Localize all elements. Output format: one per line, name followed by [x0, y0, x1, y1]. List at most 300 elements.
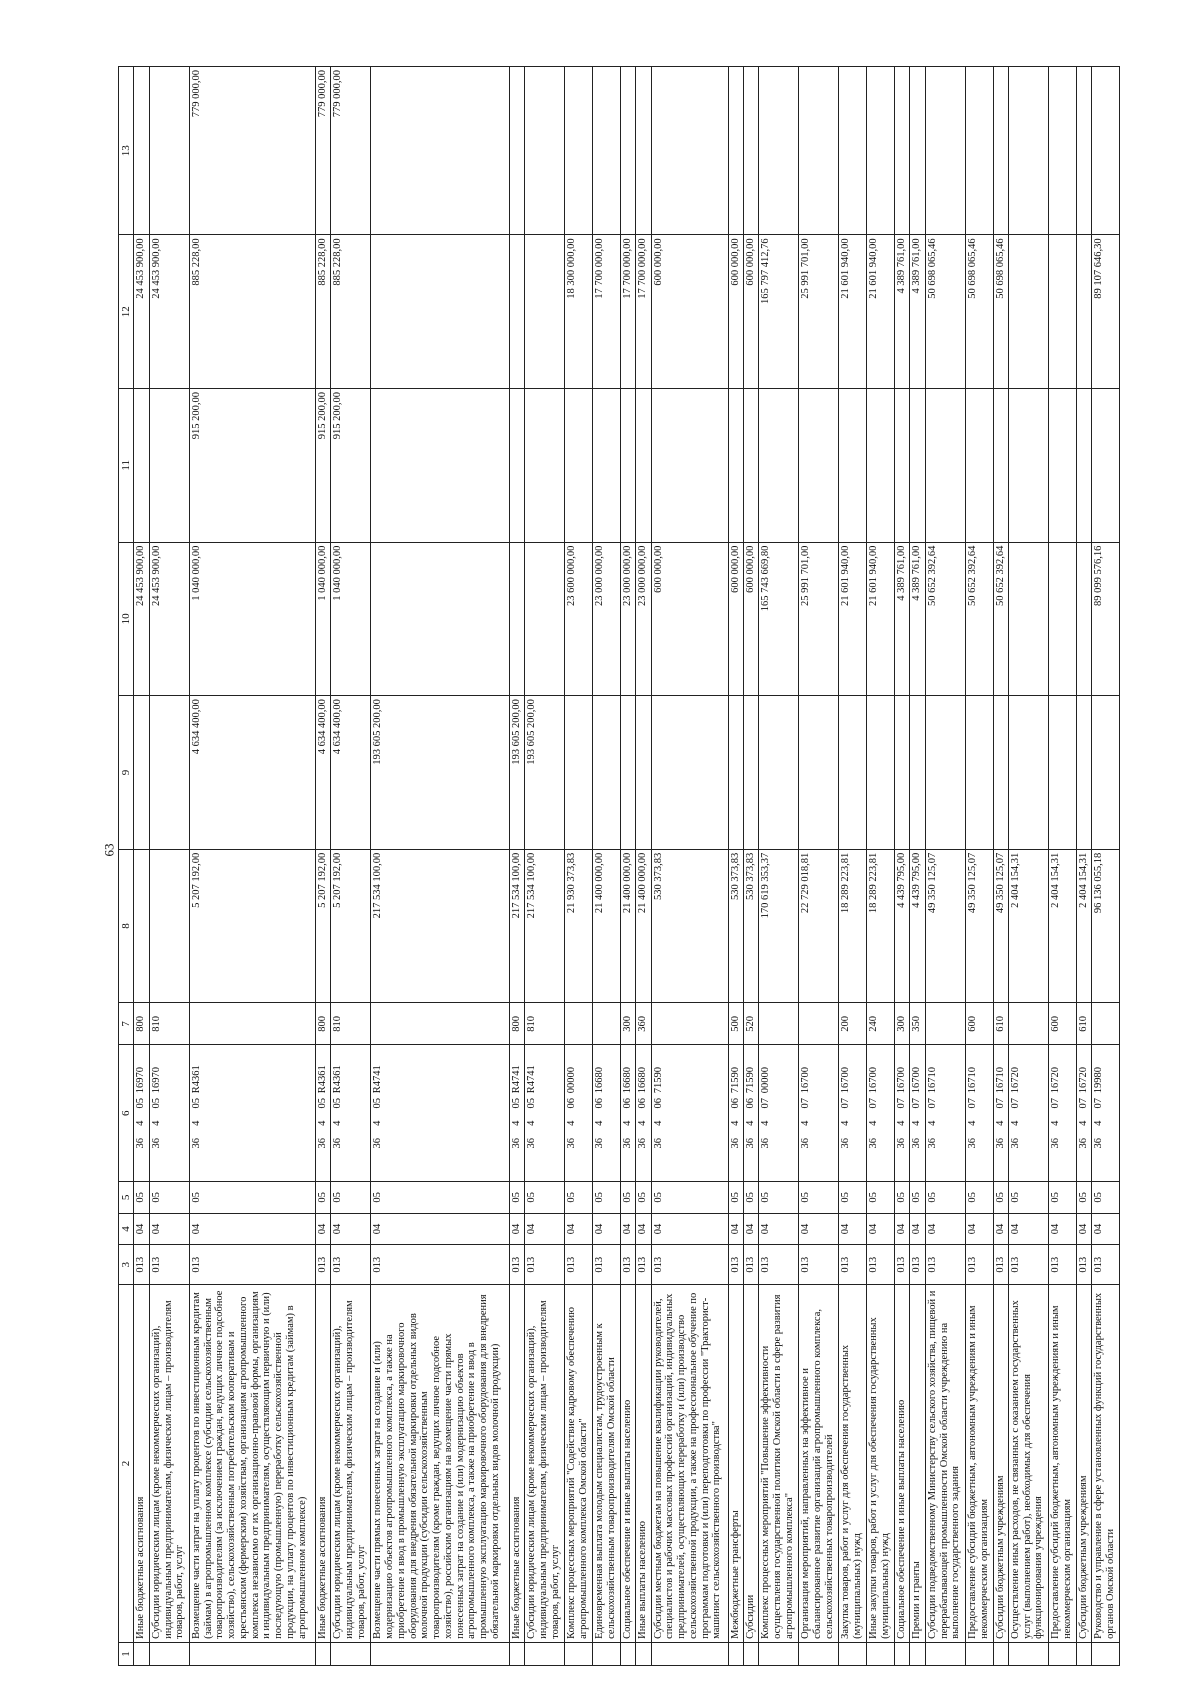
grbs-code-cell: 013 [993, 1245, 1008, 1285]
amount-cell-c8 [149, 849, 189, 1003]
row-number-cell [1008, 1642, 1048, 1665]
amount-cell-c13 [993, 67, 1008, 235]
expense-type-cell: 200 [839, 1003, 867, 1045]
amount-cell-c13 [134, 67, 149, 235]
row-number-cell [592, 1642, 620, 1665]
table-row [894, 67, 909, 1666]
amount-cell-c8: 22 729 018,81 [799, 849, 839, 1003]
section-code-cell: 04 [1092, 1213, 1120, 1245]
amount-cell-c10: 600 000,00 [651, 542, 728, 696]
target-article-part: 36 [744, 1138, 756, 1149]
amount-cell-c12: 50 698 065,46 [925, 235, 965, 389]
table-row [189, 67, 315, 1666]
amount-cell-c11 [1076, 389, 1091, 543]
target-article-part: 36 [637, 1138, 649, 1149]
row-number-cell [728, 1642, 743, 1665]
target-article-part: 71590 [652, 1067, 664, 1094]
target-article-part: 4 [840, 1120, 852, 1126]
section-code-cell: 04 [315, 1213, 330, 1245]
table-row [965, 67, 993, 1666]
target-article-part: 05 [372, 1098, 384, 1109]
item-name-cell: Субсидии бюджетным учреждениям [993, 1285, 1008, 1643]
subsection-code-cell: 05 [565, 1182, 593, 1214]
target-article-part: 4 [526, 1120, 538, 1126]
amount-cell-c8: 49 350 125,07 [993, 849, 1008, 1003]
item-name-cell: Субсидии юридическим лицам (кроме некоммерческих организаций), индивидуальным предпринимателям, физическим лицам – производителям товаров, работ, услуг [331, 1285, 371, 1643]
row-number-cell [509, 1642, 524, 1665]
target-article-cell [509, 1045, 524, 1182]
amount-cell-c12: 600 000,00 [728, 235, 743, 389]
row-number-cell [894, 1642, 909, 1665]
item-name-cell: Социальное обеспечение и иные выплаты населению [620, 1285, 635, 1643]
target-article-cell [759, 1045, 799, 1182]
row-number-cell [799, 1642, 839, 1665]
target-article-part: 36 [526, 1138, 538, 1149]
target-article-cell [371, 1045, 509, 1182]
amount-cell-c9 [839, 696, 867, 850]
section-code-cell: 04 [743, 1213, 758, 1245]
item-name-cell: Субсидии юридическим лицам (кроме некоммерческих организаций), индивидуальным предпринимателям, физическим лицам – производителям товаров, работ, услуг [149, 1285, 189, 1643]
grbs-code-cell: 013 [565, 1245, 593, 1285]
amount-cell-c12 [509, 235, 524, 389]
amount-cell-c8: 530 373,83 [728, 849, 743, 1003]
item-name-cell: Возмещение части затрат на уплату процентов по инвестиционным кредитам (займам) в агропромышленном комплексе (субсидии сельскохозяйственным товаропроизводителям (за исключением граждан, ведущих личное подсобное хозяйство), сельскохозяйственным потребительским кооперативам и крестьянским (фермерским) хозяйствам, организациям агропромышленного комплекса независимо от их организационно-правовой формы, организациям и индивидуальным предпринимателям, осуществляющим первичную и (или) последующую (промышленную) переработку сельскохозяйственной продукции, на уплату процентов по инвестиционным кредитам (займам) в агропромышленном комплексе) [189, 1285, 315, 1643]
amount-cell-c13 [636, 67, 651, 235]
target-article-part: 36 [652, 1138, 664, 1149]
row-number-cell [759, 1642, 799, 1665]
amount-cell-c10: 25 991 701,00 [799, 542, 839, 696]
grbs-code-cell: 013 [759, 1245, 799, 1285]
grbs-code-cell: 013 [620, 1245, 635, 1285]
amount-cell-c11 [651, 389, 728, 543]
amount-cell-c8 [134, 849, 149, 1003]
page-number: 63 [101, 843, 117, 857]
table-row [925, 67, 965, 1666]
amount-cell-c9: 4 634 400,00 [331, 696, 371, 850]
subsection-code-cell: 05 [189, 1182, 315, 1214]
amount-cell-c12: 18 300 000,00 [565, 235, 593, 389]
target-article-part: 36 [1093, 1138, 1105, 1149]
subsection-code-cell: 05 [134, 1182, 149, 1214]
grbs-code-cell: 013 [371, 1245, 509, 1285]
section-code-cell: 04 [839, 1213, 867, 1245]
grbs-code-cell: 013 [592, 1245, 620, 1285]
amount-cell-c9: 4 634 400,00 [189, 696, 315, 850]
target-article-part: 4 [729, 1120, 741, 1126]
target-article-part: 36 [926, 1138, 938, 1149]
target-article-part: 36 [135, 1138, 147, 1149]
item-name-cell: Премии и гранты [910, 1285, 925, 1643]
expense-type-cell: 810 [525, 1003, 565, 1045]
amount-cell-c11 [636, 389, 651, 543]
section-code-cell: 04 [867, 1213, 895, 1245]
amount-cell-c9 [620, 696, 635, 850]
amount-cell-c13 [839, 67, 867, 235]
row-number-cell [189, 1642, 315, 1665]
target-article-part: R4361 [316, 1065, 328, 1094]
amount-cell-c9 [651, 696, 728, 850]
target-article-part: 16720 [1077, 1067, 1089, 1094]
amount-cell-c13 [965, 67, 993, 235]
amount-cell-c9 [1049, 696, 1077, 850]
target-article-part: 07 [868, 1098, 880, 1109]
target-article-cell [315, 1045, 330, 1182]
subsection-code-cell: 05 [894, 1182, 909, 1214]
amount-cell-c9 [910, 696, 925, 850]
target-article-cell [993, 1045, 1008, 1182]
amount-cell-c9 [743, 696, 758, 850]
amount-cell-c11 [592, 389, 620, 543]
row-number-cell [149, 1642, 189, 1665]
row-number-cell [565, 1642, 593, 1665]
row-number-cell [1092, 1642, 1120, 1665]
table-row [592, 67, 620, 1666]
amount-cell-c12: 4 389 761,00 [894, 235, 909, 389]
section-code-cell: 04 [134, 1213, 149, 1245]
target-article-part: 36 [760, 1138, 772, 1149]
subsection-code-cell: 05 [315, 1182, 330, 1214]
item-name-cell: Закупка товаров, работ и услуг для обеспечения государственных (муниципальных) нужд [839, 1285, 867, 1643]
amount-cell-c11: 915 200,00 [315, 389, 330, 543]
row-number-cell [1049, 1642, 1077, 1665]
row-number-cell [743, 1642, 758, 1665]
amount-cell-c9 [993, 696, 1008, 850]
rotated-table-wrapper [118, 66, 1120, 1666]
target-article-part: 4 [372, 1120, 384, 1126]
target-article-part: 06 [652, 1098, 664, 1109]
table-row [651, 67, 728, 1666]
target-article-part: 4 [332, 1120, 344, 1126]
target-article-part: 16970 [150, 1067, 162, 1094]
expense-type-cell: 500 [728, 1003, 743, 1045]
amount-cell-c12: 50 698 065,46 [993, 235, 1008, 389]
table-row [1076, 67, 1091, 1666]
target-article-part: 06 [566, 1098, 578, 1109]
subsection-code-cell: 05 [1076, 1182, 1091, 1214]
subsection-code-cell: 05 [867, 1182, 895, 1214]
grbs-code-cell: 013 [651, 1245, 728, 1285]
amount-cell-c13 [759, 67, 799, 235]
amount-cell-c10: 23 000 000,00 [636, 542, 651, 696]
amount-cell-c11 [743, 389, 758, 543]
table-row [867, 67, 895, 1666]
amount-cell-c12: 50 698 065,46 [965, 235, 993, 389]
amount-cell-c10: 600 000,00 [728, 542, 743, 696]
amount-cell-c12 [525, 235, 565, 389]
subsection-code-cell: 05 [728, 1182, 743, 1214]
target-article-part: 07 [1009, 1098, 1021, 1109]
target-article-part: 05 [316, 1098, 328, 1109]
amount-cell-c10: 24 453 900,00 [134, 542, 149, 696]
amount-cell-c11 [1092, 389, 1120, 543]
target-article-part: 4 [911, 1120, 923, 1126]
expense-type-cell: 520 [743, 1003, 758, 1045]
amount-cell-c9 [759, 696, 799, 850]
amount-cell-c11 [993, 389, 1008, 543]
target-article-part: 16680 [621, 1067, 633, 1094]
amount-cell-c12: 24 453 900,00 [149, 235, 189, 389]
amount-cell-c11 [910, 389, 925, 543]
target-article-part: 4 [1093, 1120, 1105, 1126]
expense-type-cell: 300 [894, 1003, 909, 1045]
grbs-code-cell: 013 [867, 1245, 895, 1285]
amount-cell-c12: 885 228,00 [331, 235, 371, 389]
target-article-cell [799, 1045, 839, 1182]
section-code-cell: 04 [728, 1213, 743, 1245]
target-article-part: 4 [1050, 1120, 1062, 1126]
amount-cell-c13 [1049, 67, 1077, 235]
section-code-cell: 04 [189, 1213, 315, 1245]
amount-cell-c8: 96 136 055,18 [1092, 849, 1120, 1003]
amount-cell-c13 [620, 67, 635, 235]
grbs-code-cell: 013 [965, 1245, 993, 1285]
amount-cell-c9 [965, 696, 993, 850]
amount-cell-c9 [728, 696, 743, 850]
target-article-cell [925, 1045, 965, 1182]
subsection-code-cell: 05 [509, 1182, 524, 1214]
grbs-code-cell: 013 [636, 1245, 651, 1285]
subsection-code-cell: 05 [1092, 1182, 1120, 1214]
amount-cell-c10 [525, 542, 565, 696]
item-name-cell: Руководство и управление в сфере установленных функций государственных органов Омской области [1092, 1285, 1120, 1643]
table-row [910, 67, 925, 1666]
target-article-part: 06 [744, 1098, 756, 1109]
target-article-part: 16680 [637, 1067, 649, 1094]
amount-cell-c8: 2 404 154,31 [1076, 849, 1091, 1003]
amount-cell-c10: 50 652 392,64 [993, 542, 1008, 696]
target-article-part: 36 [800, 1138, 812, 1149]
subsection-code-cell: 05 [371, 1182, 509, 1214]
target-article-part: 07 [911, 1098, 923, 1109]
target-article-cell [1092, 1045, 1120, 1182]
item-name-cell: Предоставление субсидий бюджетным, автономным учреждениям и иным некоммерческим организациям [1049, 1285, 1077, 1643]
table-row [371, 67, 509, 1666]
target-article-cell [728, 1045, 743, 1182]
target-article-part: 4 [868, 1120, 880, 1126]
amount-cell-c9 [1076, 696, 1091, 850]
header-cell: 10 [119, 542, 134, 696]
target-article-cell [149, 1045, 189, 1182]
row-number-cell [620, 1642, 635, 1665]
target-article-part: 05 [510, 1098, 522, 1109]
section-code-cell: 04 [799, 1213, 839, 1245]
subsection-code-cell: 05 [1008, 1182, 1048, 1214]
amount-cell-c10: 4 389 761,00 [894, 542, 909, 696]
amount-cell-c13 [592, 67, 620, 235]
target-article-part: 4 [744, 1120, 756, 1126]
amount-cell-c10: 23 600 000,00 [565, 542, 593, 696]
section-code-cell: 04 [620, 1213, 635, 1245]
section-code-cell: 04 [331, 1213, 371, 1245]
grbs-code-cell: 013 [1008, 1245, 1048, 1285]
target-article-part: 05 [526, 1098, 538, 1109]
amount-cell-c12 [371, 235, 509, 389]
target-article-part: 16710 [994, 1067, 1006, 1094]
expense-type-cell: 600 [1049, 1003, 1077, 1045]
amount-cell-c13 [728, 67, 743, 235]
amount-cell-c8: 530 373,83 [743, 849, 758, 1003]
target-article-cell [1049, 1045, 1077, 1182]
amount-cell-c12 [1008, 235, 1048, 389]
target-article-part: 36 [911, 1138, 923, 1149]
grbs-code-cell: 013 [743, 1245, 758, 1285]
row-number-cell [910, 1642, 925, 1665]
target-article-part: 36 [316, 1138, 328, 1149]
table-row [993, 67, 1008, 1666]
target-article-part: R4741 [526, 1065, 538, 1094]
item-name-cell: Социальное обеспечение и иные выплаты населению [894, 1285, 909, 1643]
table-row [509, 67, 524, 1666]
target-article-part: 16700 [840, 1067, 852, 1094]
amount-cell-c12: 25 991 701,00 [799, 235, 839, 389]
target-article-cell [620, 1045, 635, 1182]
amount-cell-c12: 885 228,00 [315, 235, 330, 389]
amount-cell-c13 [525, 67, 565, 235]
target-article-part: 36 [994, 1138, 1006, 1149]
amount-cell-c10: 600 000,00 [743, 542, 758, 696]
amount-cell-c10: 50 652 392,64 [965, 542, 993, 696]
target-article-cell [651, 1045, 728, 1182]
target-article-part: 4 [621, 1120, 633, 1126]
header-cell: 2 [119, 1285, 134, 1643]
amount-cell-c11 [759, 389, 799, 543]
amount-cell-c12: 600 000,00 [651, 235, 728, 389]
amount-cell-c13 [799, 67, 839, 235]
expense-type-cell: 800 [134, 1003, 149, 1045]
header-cell: 1 [119, 1642, 134, 1665]
amount-cell-c10: 165 743 669,80 [759, 542, 799, 696]
target-article-part: 05 [332, 1098, 344, 1109]
item-name-cell: Комплекс процессных мероприятий "Содействие кадровому обеспечению агропромышленного комплекса Омской области" [565, 1285, 593, 1643]
amount-cell-c9: 193 605 200,00 [525, 696, 565, 850]
row-number-cell [134, 1642, 149, 1665]
section-code-cell: 04 [925, 1213, 965, 1245]
target-article-part: 4 [652, 1120, 664, 1126]
amount-cell-c9 [1008, 696, 1048, 850]
row-number-cell [867, 1642, 895, 1665]
expense-type-cell [1092, 1003, 1120, 1045]
subsection-code-cell: 05 [592, 1182, 620, 1214]
item-name-cell: Организация мероприятий, направленных на эффективное и сбалансированное развитие организаций агропромышленного комплекса, сельскохозяйственных товаропроизводителей [799, 1285, 839, 1643]
amount-cell-c10 [1049, 542, 1077, 696]
target-article-part: 4 [316, 1120, 328, 1126]
target-article-cell [331, 1045, 371, 1182]
header-cell: 11 [119, 389, 134, 543]
subsection-code-cell: 05 [636, 1182, 651, 1214]
item-name-cell: Возмещение части прямых понесенных затрат на создание и (или) модернизацию объектов агропромышленного комплекса, а также на приобретение и ввод в промышленную эксплуатацию маркировочного оборудования для внедрения обязательной маркировки отдельных видов молочной продукции (субсидии сельскохозяйственным товаропроизводителям (кроме граждан, ведущих личное подсобное хозяйство), российским организациям на возмещение части прямых понесенных затрат на создание и (или) модернизацию объектов агропромышленного комплекса, а также на приобретение и ввод в промышленную эксплуатацию маркировочного оборудования для внедрения обязательной маркировки отдельных видов молочной продукции) [371, 1285, 509, 1643]
subsection-code-cell: 05 [331, 1182, 371, 1214]
amount-cell-c13 [1092, 67, 1120, 235]
amount-cell-c11 [965, 389, 993, 543]
amount-cell-c8: 21 930 373,83 [565, 849, 593, 1003]
target-article-part: 05 [150, 1098, 162, 1109]
header-cell: 7 [119, 1003, 134, 1045]
item-name-cell: Иные бюджетные ассигнования [509, 1285, 524, 1643]
target-article-part: 16710 [926, 1067, 938, 1094]
target-article-part: 05 [190, 1098, 202, 1109]
target-article-part: 36 [729, 1138, 741, 1149]
target-article-part: 4 [1009, 1120, 1021, 1126]
amount-cell-c9 [799, 696, 839, 850]
grbs-code-cell: 013 [315, 1245, 330, 1285]
header-cell: 12 [119, 235, 134, 389]
target-article-cell [894, 1045, 909, 1182]
grbs-code-cell: 013 [149, 1245, 189, 1285]
target-article-part: 07 [895, 1098, 907, 1109]
header-cell: 3 [119, 1245, 134, 1285]
table-row [1008, 67, 1048, 1666]
amount-cell-c13: 779 000,00 [315, 67, 330, 235]
amount-cell-c9 [636, 696, 651, 850]
amount-cell-c8: 170 619 353,37 [759, 849, 799, 1003]
section-code-cell: 04 [1049, 1213, 1077, 1245]
amount-cell-c9 [925, 696, 965, 850]
row-number-cell [1076, 1642, 1091, 1665]
amount-cell-c12: 885 228,00 [189, 235, 315, 389]
amount-cell-c11 [839, 389, 867, 543]
expense-type-cell: 810 [331, 1003, 371, 1045]
expense-type-cell [1008, 1003, 1048, 1045]
item-name-cell: Единовременная выплата молодым специалистам, трудоустроенным к сельскохозяйственным товаропроизводителям Омской области [592, 1285, 620, 1643]
amount-cell-c13 [651, 67, 728, 235]
item-name-cell: Предоставление субсидий бюджетным, автономным учреждениям и иным некоммерческим организациям [965, 1285, 993, 1643]
amount-cell-c9: 193 605 200,00 [509, 696, 524, 850]
header-cell: 9 [119, 696, 134, 850]
target-article-part: R4741 [372, 1065, 384, 1094]
expense-type-cell: 600 [965, 1003, 993, 1045]
target-article-part: 16720 [1050, 1067, 1062, 1094]
expense-type-cell: 800 [509, 1003, 524, 1045]
amount-cell-c13 [509, 67, 524, 235]
expense-type-cell [651, 1003, 728, 1045]
item-name-cell: Субсидии бюджетным учреждениям [1076, 1285, 1091, 1643]
target-article-part: R4361 [332, 1065, 344, 1094]
amount-cell-c11 [894, 389, 909, 543]
item-name-cell: Субсидии юридическим лицам (кроме некоммерческих организаций), индивидуальным предпринимателям, физическим лицам – производителям товаров, работ, услуг [525, 1285, 565, 1643]
table-row [565, 67, 593, 1666]
target-article-part: 36 [332, 1138, 344, 1149]
subsection-code-cell: 05 [910, 1182, 925, 1214]
target-article-part: 36 [621, 1138, 633, 1149]
target-article-part: 07 [926, 1098, 938, 1109]
section-code-cell: 04 [759, 1213, 799, 1245]
amount-cell-c12: 4 389 761,00 [910, 235, 925, 389]
section-code-cell: 04 [565, 1213, 593, 1245]
amount-cell-c10: 50 652 392,64 [925, 542, 965, 696]
amount-cell-c13 [1076, 67, 1091, 235]
table-row [759, 67, 799, 1666]
amount-cell-c11 [1049, 389, 1077, 543]
section-code-cell: 04 [894, 1213, 909, 1245]
subsection-code-cell: 05 [993, 1182, 1008, 1214]
subsection-code-cell: 05 [839, 1182, 867, 1214]
section-code-cell: 04 [965, 1213, 993, 1245]
amount-cell-c8: 217 534 100,00 [509, 849, 524, 1003]
target-article-part: 36 [840, 1138, 852, 1149]
amount-cell-c12 [1049, 235, 1077, 389]
amount-cell-c9: 193 605 200,00 [371, 696, 509, 850]
target-article-part: 16970 [135, 1067, 147, 1094]
amount-cell-c8: 217 534 100,00 [371, 849, 509, 1003]
target-article-part: 4 [637, 1120, 649, 1126]
amount-cell-c13 [149, 67, 189, 235]
table-body [119, 67, 1120, 1666]
amount-cell-c13 [371, 67, 509, 235]
target-article-cell [910, 1045, 925, 1182]
amount-cell-c8: 21 400 000,00 [592, 849, 620, 1003]
table-row [525, 67, 565, 1666]
item-name-cell: Осуществление иных расходов, не связанных с оказанием государственных услуг (выполнением работ), необходимых для обеспечения функционирования учреждения [1008, 1285, 1048, 1643]
